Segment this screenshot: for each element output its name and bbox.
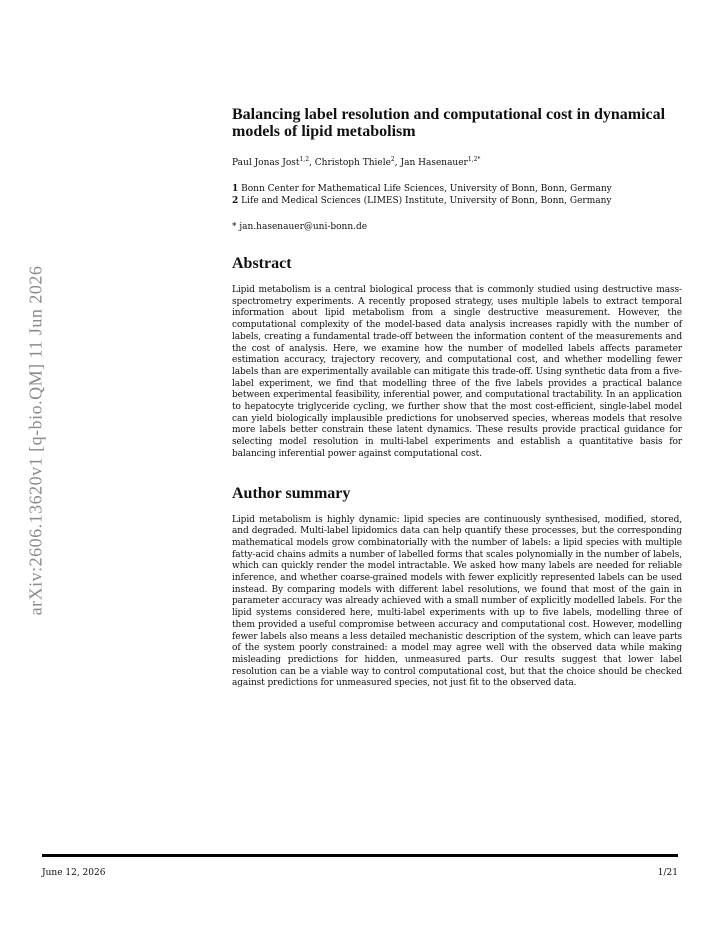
footer-rule [42,854,678,857]
author-affiliation-mark: 1,2 [299,156,310,163]
arxiv-identifier [16,240,56,640]
abstract-heading: Abstract [232,255,292,272]
author-list [232,154,682,169]
page-number: 1/21 [657,868,678,878]
footer-date: June 12, 2026 [42,868,106,878]
affiliation-item [232,183,682,195]
author-name: Paul Jonas Jost [232,158,300,168]
author-name: Jan Hasenauer [400,158,468,168]
author-separator: , [394,158,401,168]
author-name: Christoph Thiele [314,158,391,168]
affiliation-text: Bonn Center for Mathematical Life Sciences, University of Bonn, Bonn, Germany [238,184,612,194]
affiliation-number: 2 [232,196,239,206]
author-summary-text: Lipid metabolism is highly dynamic: lipid species are continuously synthesised, modified, stored, and degraded. Multi-label lipidomics data can help quantify these processes, but the corresponding mathematical models grow combinatorially with the number of labels: a lipid species with multiple fatty-acid chains admits a number of labelled forms that scales polynomially in the number of labels, which can quickly render the model intractable. We asked how many labels are needed for reliable inference, and whether coarse-grained models with fewer explicitly represented labels can be used instead. By comparing models with different label resolutions, we found that most of the gain in parameter accuracy was already achieved with a small number of explicitly modelled labels. For the lipid systems considered here, multi-label experiments with up to five labels, modelling three of them provided a useful compromise between accuracy and computational cost. However, modelling fewer labels also means a less detailed mechanistic description of the system, which can leave parts of the system poorly constrained: a model may agree well with the observed data while making misleading predictions for hidden, unmeasured parts. Our results suggest that lower label resolution can be a viable way to control computational cost, but that the choice should be checked against predictions for unmeasured species, not just fit to the observed data. [232,514,682,689]
author-affiliation-mark: 1,2* [467,156,481,163]
affiliation-number: 1 [232,184,239,194]
paper-body [232,106,682,714]
corresponding-email: * jan.hasenauer@uni-bonn.de [232,222,368,232]
author-separator: , [309,158,315,168]
paper-title: Balancing label resolution and computational cost in dynamical models of lipid metabolism [232,106,666,140]
affiliation-item [232,195,682,207]
affiliation-list [232,183,682,207]
arxiv-identifier-text: arXiv:2606.13620v1 [q-bio.QM] 11 Jun 2026 [25,265,46,615]
author-affiliation-mark: 2 [390,156,395,163]
affiliation-text: Life and Medical Sciences (LIMES) Institute, University of Bonn, Bonn, Germany [238,196,612,206]
author-summary-heading: Author summary [232,484,351,502]
abstract-text: Lipid metabolism is a central biological process that is commonly studied using destructive mass-spectrometry experiments. A recently proposed strategy, uses multiple labels to extract temporal information about lipid metabolism from a single destructive measurement. However, the computational complexity of the model-based data analysis increases rapidly with the number of labels, creating a fundamental trade-off between the information content of the measurements and the cost of analysis. Here, we examine how the number of modelled labels affects parameter estimation accuracy, trajectory recovery, and computational cost, and whether modelling fewer labels than are experimentally available can mitigate this trade-off. Using synthetic data from a five-label experiment, we find that modelling three of the five labels provides a practical balance between experimental feasibility, inferential power, and computational tractability. In an application to hepatocyte triglyceride cycling, we further show that the most cost-efficient, single-label model can yield biologically implausible predictions for unobserved species, whereas models that resolve more labels better constrain these latent dynamics. These results provide practical guidance for selecting model resolution in multi-label experiments and establish a quantitative basis for balancing inferential power against computational cost. [232,285,682,459]
